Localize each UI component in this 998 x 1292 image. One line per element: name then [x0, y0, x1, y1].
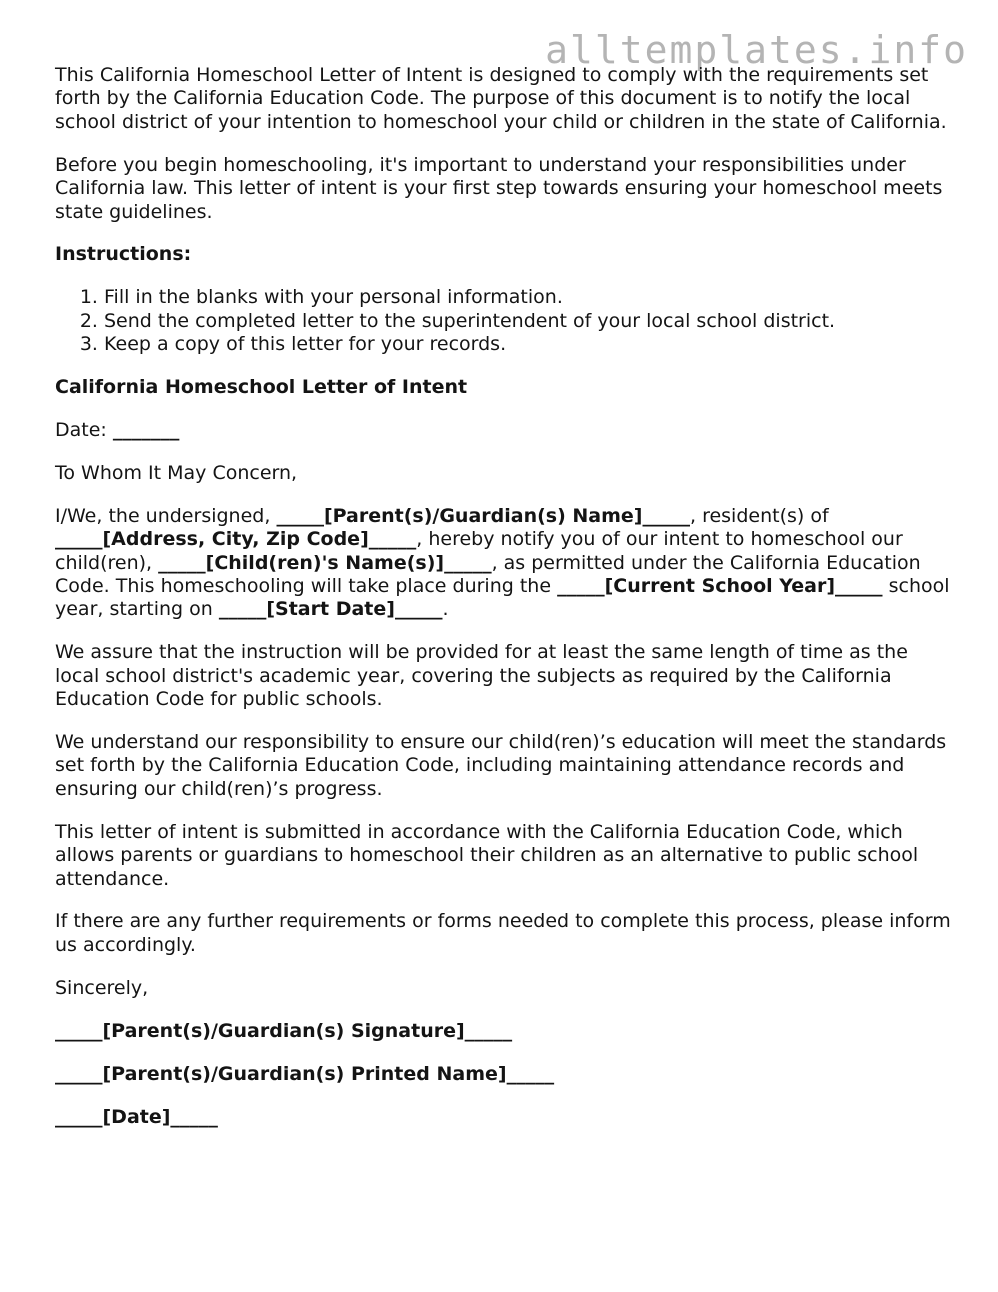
letter-body-paragraph: [55, 505, 955, 622]
body-text: school year, starting on: [55, 575, 950, 621]
watermark: alltemplates.info: [545, 28, 968, 72]
body-text: .: [442, 598, 449, 621]
instruction-item: 2. Send the completed letter to the superintendent of your local school district.: [104, 310, 955, 333]
letter-title: California Homeschool Letter of Intent: [55, 376, 468, 399]
letter-body-paragraph: This letter of intent is submitted in accordance with the California Education Code, which allows parents or guardians to homeschool their children as an alternative to public school attendance.: [55, 820, 919, 890]
date-blank: _______: [112, 418, 180, 441]
address-field: _____[Address, City, Zip Code]_____: [55, 528, 417, 551]
children-names-field: _____[Child(ren)'s Name(s)]_____: [158, 551, 492, 574]
salutation: To Whom It May Concern,: [55, 461, 298, 484]
closing: Sincerely,: [55, 976, 149, 999]
document-page: [55, 64, 955, 1148]
letter-body-paragraph: We understand our responsibility to ensure our child(ren)’s education will meet the standards set forth by the California Education Code, including maintaining attendance records and ensuring our child(ren)’s progress.: [55, 731, 947, 800]
parent-name-field: _____[Parent(s)/Guardian(s) Name]_____: [276, 504, 690, 527]
date-label: Date:: [55, 418, 107, 441]
instruction-item: 1. Fill in the blanks with your personal information.: [104, 286, 955, 309]
signature-line: _____[Parent(s)/Guardian(s) Signature]_____: [55, 1019, 513, 1042]
date-line: [55, 419, 955, 442]
letter-body-paragraph: We assure that the instruction will be provided for at least the same length of time as the local school district's academic year, covering the subjects as required by the California Education Code for public schools.: [55, 641, 908, 711]
body-text: , as permitted under the California Education Code. This homeschooling will take place during the: [55, 551, 921, 597]
intro-paragraph: Before you begin homeschooling, it's important to understand your responsibilities under California law. This letter of intent is your first step towards ensuring your homeschool meets state guidelines.: [55, 153, 943, 223]
school-year-field: _____[Current School Year]_____: [557, 575, 883, 597]
printed-name-line: _____[Parent(s)/Guardian(s) Printed Name]_____: [55, 1062, 555, 1085]
signature-date-line: _____[Date]_____: [55, 1105, 218, 1128]
body-text: , resident(s) of: [690, 504, 829, 527]
instruction-item: 3. Keep a copy of this letter for your records.: [104, 333, 955, 356]
letter-body-paragraph: If there are any further requirements or forms needed to complete this process, please inform us accordingly.: [55, 910, 951, 956]
start-date-field: _____[Start Date]_____: [218, 598, 443, 621]
intro-paragraph: This California Homeschool Letter of Intent is designed to comply with the requirements set forth by the California Education Code. The purpose of this document is to notify the local school district of your intention to homeschool your child or children in the state of California.: [55, 64, 947, 133]
body-text: I/We, the undersigned,: [55, 504, 277, 527]
instructions-list: [55, 286, 955, 356]
body-text: , hereby notify you of our intent to homeschool our child(ren),: [55, 528, 903, 574]
instructions-heading: Instructions:: [55, 243, 192, 266]
